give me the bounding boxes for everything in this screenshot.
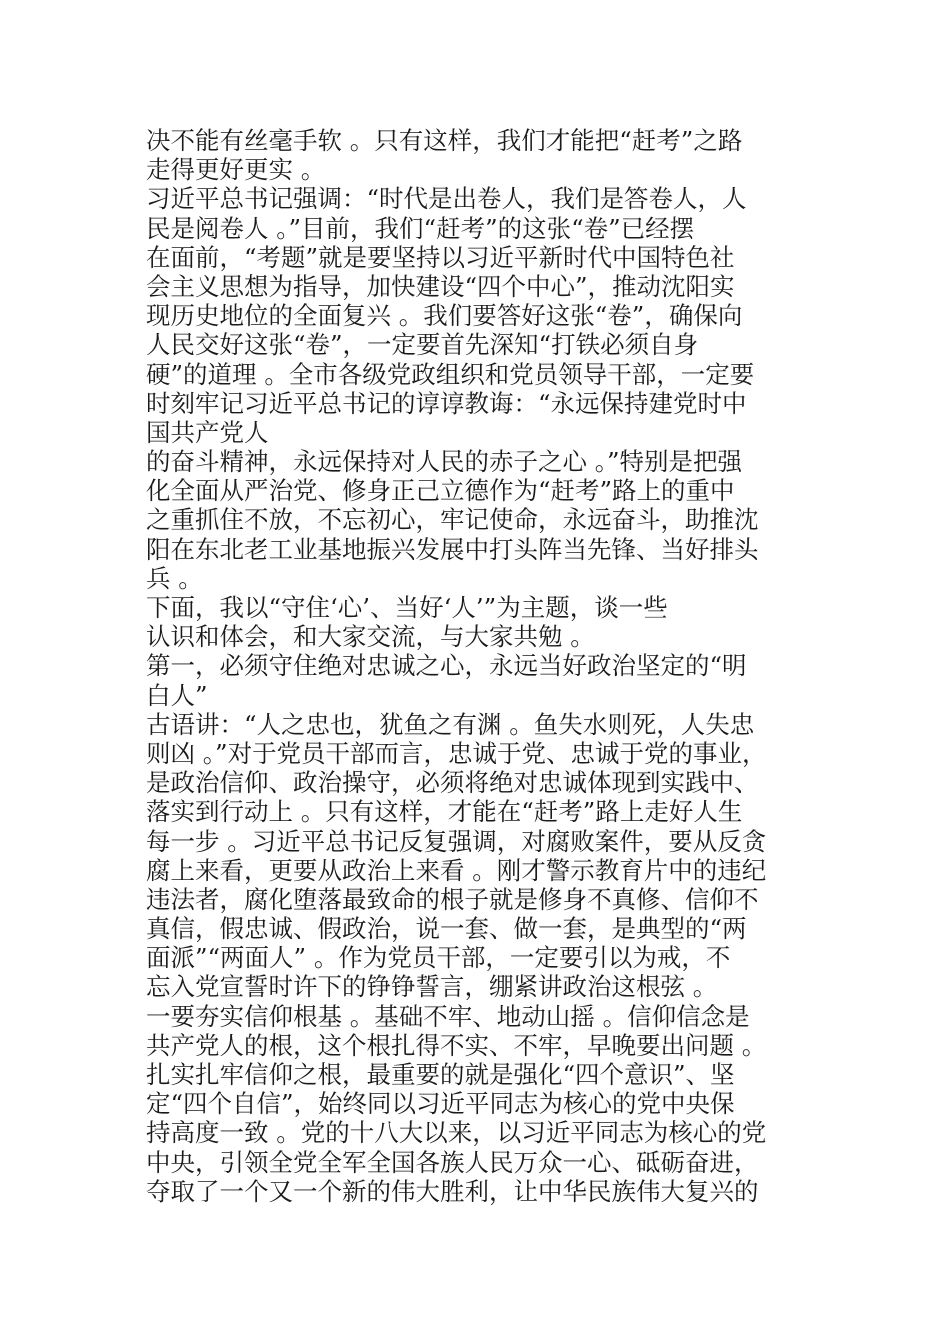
text-line: 时刻牢记习近平总书记的谆谆教诲：“永远保持建党时中 [146,388,747,418]
text-line: 一要夯实信仰根基 。基础不牢、地动山摇 。信仰信念是 [146,1001,750,1031]
text-line: 之重抓住不放，不忘初心，牢记使命，永远奋斗，助推沈 [146,505,759,535]
text-line: 在面前，“考题”就是要坚持以习近平新时代中国特色社 [146,242,735,272]
text-line: 民是阅卷人 。”目前，我们“赶考”的这张“卷”已经摆 [146,213,695,243]
text-line: 夺取了一个又一个新的伟大胜利，让中华民族伟大复兴的 [146,1176,759,1206]
text-line: 下面，我以“守住‘心’、当好‘人’”为主题，谈一些 [146,593,668,622]
text-line: 兵 。 [146,563,203,593]
text-line: 化全面从严治党、修身正己立德作为“赶考”路上的重中 [146,476,735,506]
text-line: 腐上来看，更要从政治上来看 。刚才警示教育片中的违纪 [146,855,767,885]
text-line: 落实到行动上 。只有这样，才能在“赶考”路上走好人生 [146,797,743,827]
text-line: 共产党人的根，这个根扎得不实、不牢，早晚要出问题 。 [146,1030,767,1060]
text-line: 古语讲：“人之忠也，犹鱼之有渊 。鱼失水则死，人失忠 [146,709,755,739]
text-line: 定“四个自信”，始终同以习近平同志为核心的党中央保 [146,1089,735,1119]
text-line: 真信，假忠诚、假政治，说一套、做一套，是典型的“两 [146,914,747,944]
text-line: 硬”的道理 。全市各级党政组织和党员领导干部，一定要 [146,359,755,389]
text-line: 每一步 。习近平总书记反复强调，对腐败案件，要从反贪 [146,826,767,856]
text-line: 扎实扎牢信仰之根，最重要的就是强化“四个意识”、坚 [146,1060,735,1089]
text-line: 人民交好这张“卷”，一定要首先深知“打铁必须自身 [146,330,699,360]
text-line: 面派”“两面人” 。作为党员干部，一定要引以为戒，不 [146,943,731,973]
text-line: 则凶 。”对于党员干部而言，忠诚于党、忠诚于党的事业， [146,738,767,768]
text-line: 习近平总书记强调：“时代是出卷人，我们是答卷人，人 [146,184,747,214]
text-line: 走得更好更实 。 [146,155,326,185]
text-line: 白人” [146,680,208,710]
text-line: 违法者，腐化堕落最致命的根子就是修身不真修、信仰不 [146,884,759,914]
text-line: 现历史地位的全面复兴 。我们要答好这张“卷”，确保向 [146,301,743,331]
text-line: 决不能有丝毫手软 。只有这样，我们才能把“赶考”之路 [146,126,743,155]
text-line: 忘入党宣誓时许下的铮铮誓言，绷紧讲政治这根弦 。 [146,972,718,1002]
document-body-text [146,126,836,1206]
text-line: 认识和体会，和大家交流，与大家共勉 。 [146,622,595,652]
text-line: 第一，必须守住绝对忠诚之心，永远当好政治坚定的“明 [146,651,747,681]
text-line: 国共产党人 [146,417,269,447]
text-line: 阳在东北老工业基地振兴发展中打头阵当先锋、当好排头 [146,534,759,564]
text-line: 持高度一致 。党的十八大以来，以习近平同志为核心的党 [146,1118,767,1148]
text-line: 是政治信仰、政治操守，必须将绝对忠诚体现到实践中、 [146,768,759,798]
text-line: 中央，引领全党全军全国各族人民万众一心、砥砺奋进， [146,1147,759,1177]
text-line: 的奋斗精神，永远保持对人民的赤子之心 。”特别是把强 [146,447,743,477]
text-line: 会主义思想为指导，加快建设“四个中心”，推动沈阳实 [146,271,735,301]
